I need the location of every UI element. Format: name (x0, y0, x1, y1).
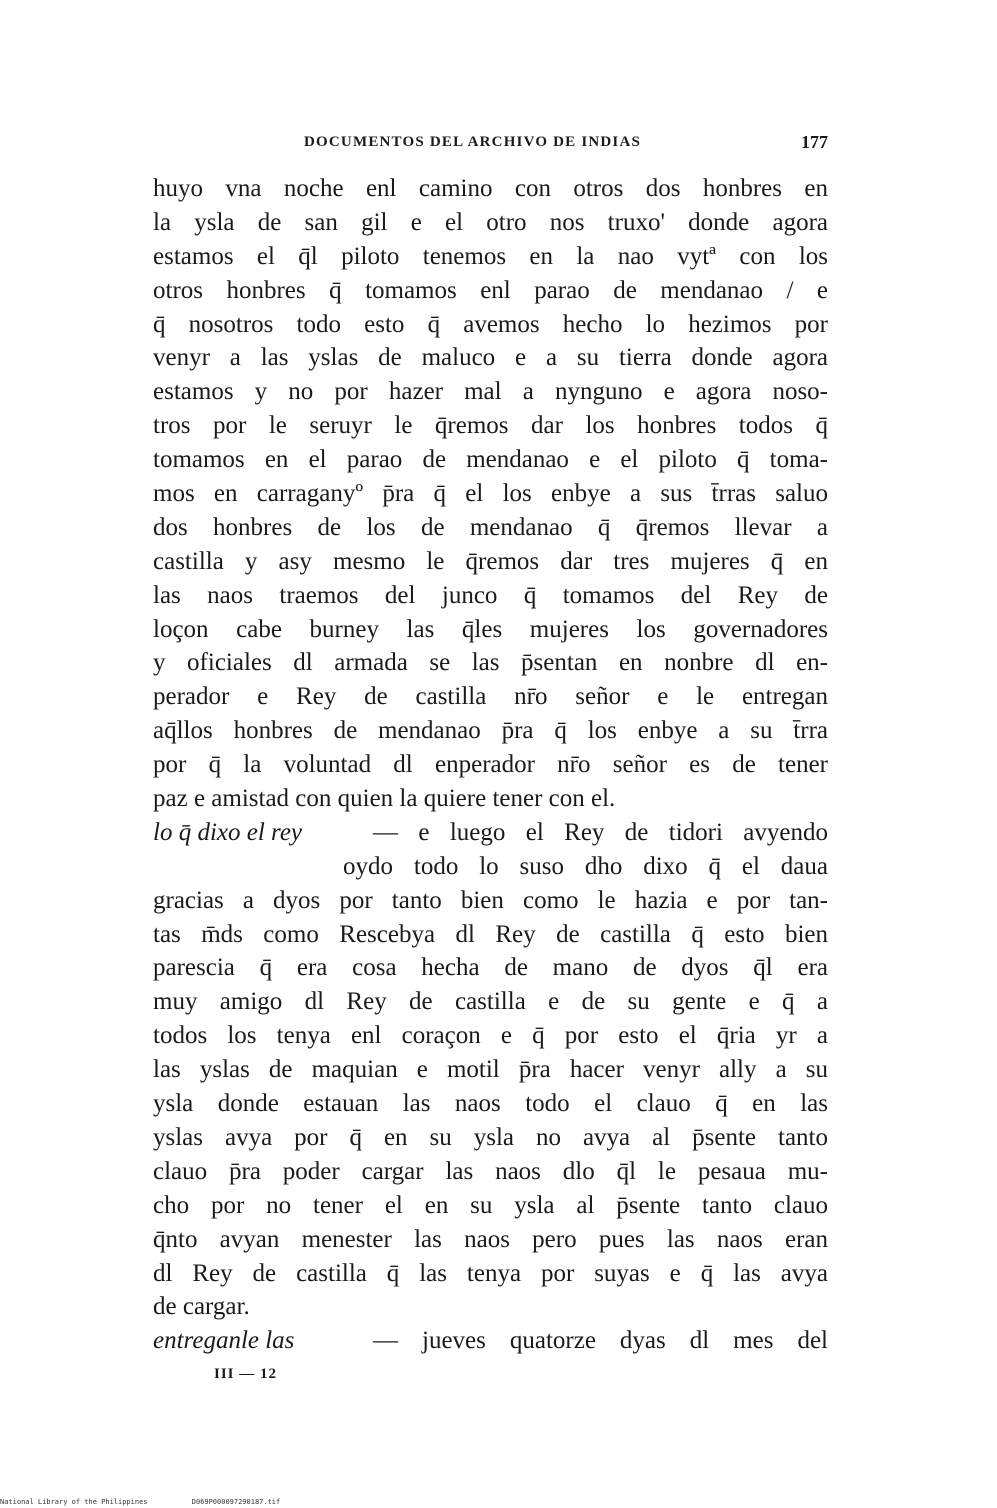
footer-file: D069P000097290187.tif (191, 1498, 281, 1506)
text-line: castilla y asy mesmo le q̄remos dar tres mujeres q̄ en (153, 547, 828, 575)
text-line: q̄ nosotros todo esto q̄ avemos hecho lo hezimos por (153, 310, 828, 338)
text-line: paz e amistad con quien la quiere tener con el. (153, 785, 616, 813)
text-line: ysla donde estauan las naos todo el clauo q̄ en las (153, 1090, 828, 1118)
text-line: tomamos en el parao de mendanao e el piloto q̄ toma- (153, 446, 828, 474)
text-line: todos los tenya enl coraçon e q̄ por esto el q̄ria yr a (153, 1022, 828, 1050)
text-line: las yslas de maquian e motil p̄ra hacer venyr ally a su (153, 1056, 828, 1084)
text-line: dl Rey de castilla q̄ las tenya por suyas e q̄ las avya (153, 1259, 828, 1287)
text-line: clauo p̄ra poder cargar las naos dlo q̄l le pesaua mu- (153, 1157, 828, 1185)
text-line: parescia q̄ era cosa hecha de mano de dyos q̄l era (153, 954, 828, 982)
margin-note-line (153, 816, 828, 850)
text-line: estamos y no por hazer mal a nynguno e agora noso- (153, 378, 828, 406)
text-line: q̄nto avyan menester las naos pero pues las naos eran (153, 1225, 828, 1253)
margin-note-line (153, 1324, 828, 1358)
text-line: tros por le seruyr le q̄remos dar los honbres todos q̄ (153, 412, 828, 440)
text-line: dos honbres de los de mendanao q̄ q̄remos llevar a (153, 513, 828, 541)
text-line: de cargar. (153, 1293, 250, 1321)
margin-note: lo q̄ dixo el rey (153, 818, 303, 846)
text-line: perador e Rey de castilla nr̄o señor e le entregan (153, 683, 828, 711)
text-line: — jueves quatorze dyas dl mes del (373, 1327, 828, 1355)
text-line: estamos el q̄l piloto tenemos en la nao vytª con los (153, 242, 828, 270)
text-line: las naos traemos del junco q̄ tomamos del Rey de (153, 581, 828, 609)
text-line: — e luego el Rey de tidori avyendo (373, 818, 828, 846)
text-line: mos en carraganyº p̄ra q̄ el los enbye a sus t̄rras saluo (153, 480, 828, 508)
text-line: la ysla de san gil e el otro nos truxo' donde agora (153, 208, 828, 236)
signature-mark: III — 12 (214, 1366, 278, 1382)
text-line: huyo vna noche enl camino con otros dos honbres en (153, 175, 828, 202)
text-line: loçon cabe burney las q̄les mujeres los governadores (153, 615, 828, 643)
margin-note: entreganle las (153, 1327, 295, 1355)
text-line: oydo todo lo suso dho dixo q̄ el daua (343, 852, 828, 880)
scan-footer (0, 1498, 997, 1506)
text-line: aq̄llos honbres de mendanao p̄ra q̄ los enbye a su t̄rra (153, 717, 828, 745)
text-line: otros honbres q̄ tomamos enl parao de mendanao / e (153, 276, 828, 304)
text-line: por q̄ la voluntad dl enperador nr̄o señor es de tener (153, 751, 828, 779)
text-line: y oficiales dl armada se las p̄sentan en nonbre dl en- (153, 649, 828, 677)
text-line: tas m̄ds como Rescebya dl Rey de castilla q̄ esto bien (153, 920, 828, 948)
page-header (304, 134, 828, 158)
running-title: DOCUMENTOS DEL ARCHIVO DE INDIAS (304, 134, 642, 150)
text-line: cho por no tener el en su ysla al p̄sente tanto clauo (153, 1191, 828, 1219)
page-number: 177 (801, 132, 828, 152)
text-line: muy amigo dl Rey de castilla e de su gente e q̄ a (153, 988, 828, 1016)
footer-library: National Library of the Philippines (0, 1498, 148, 1506)
text-line: yslas avya por q̄ en su ysla no avya al p̄sente tanto (153, 1123, 828, 1151)
body-text (153, 172, 828, 1358)
text-line: gracias a dyos por tanto bien como le hazia e por tan- (153, 886, 828, 914)
text-line: venyr a las yslas de maluco e a su tierra donde agora (153, 344, 828, 372)
